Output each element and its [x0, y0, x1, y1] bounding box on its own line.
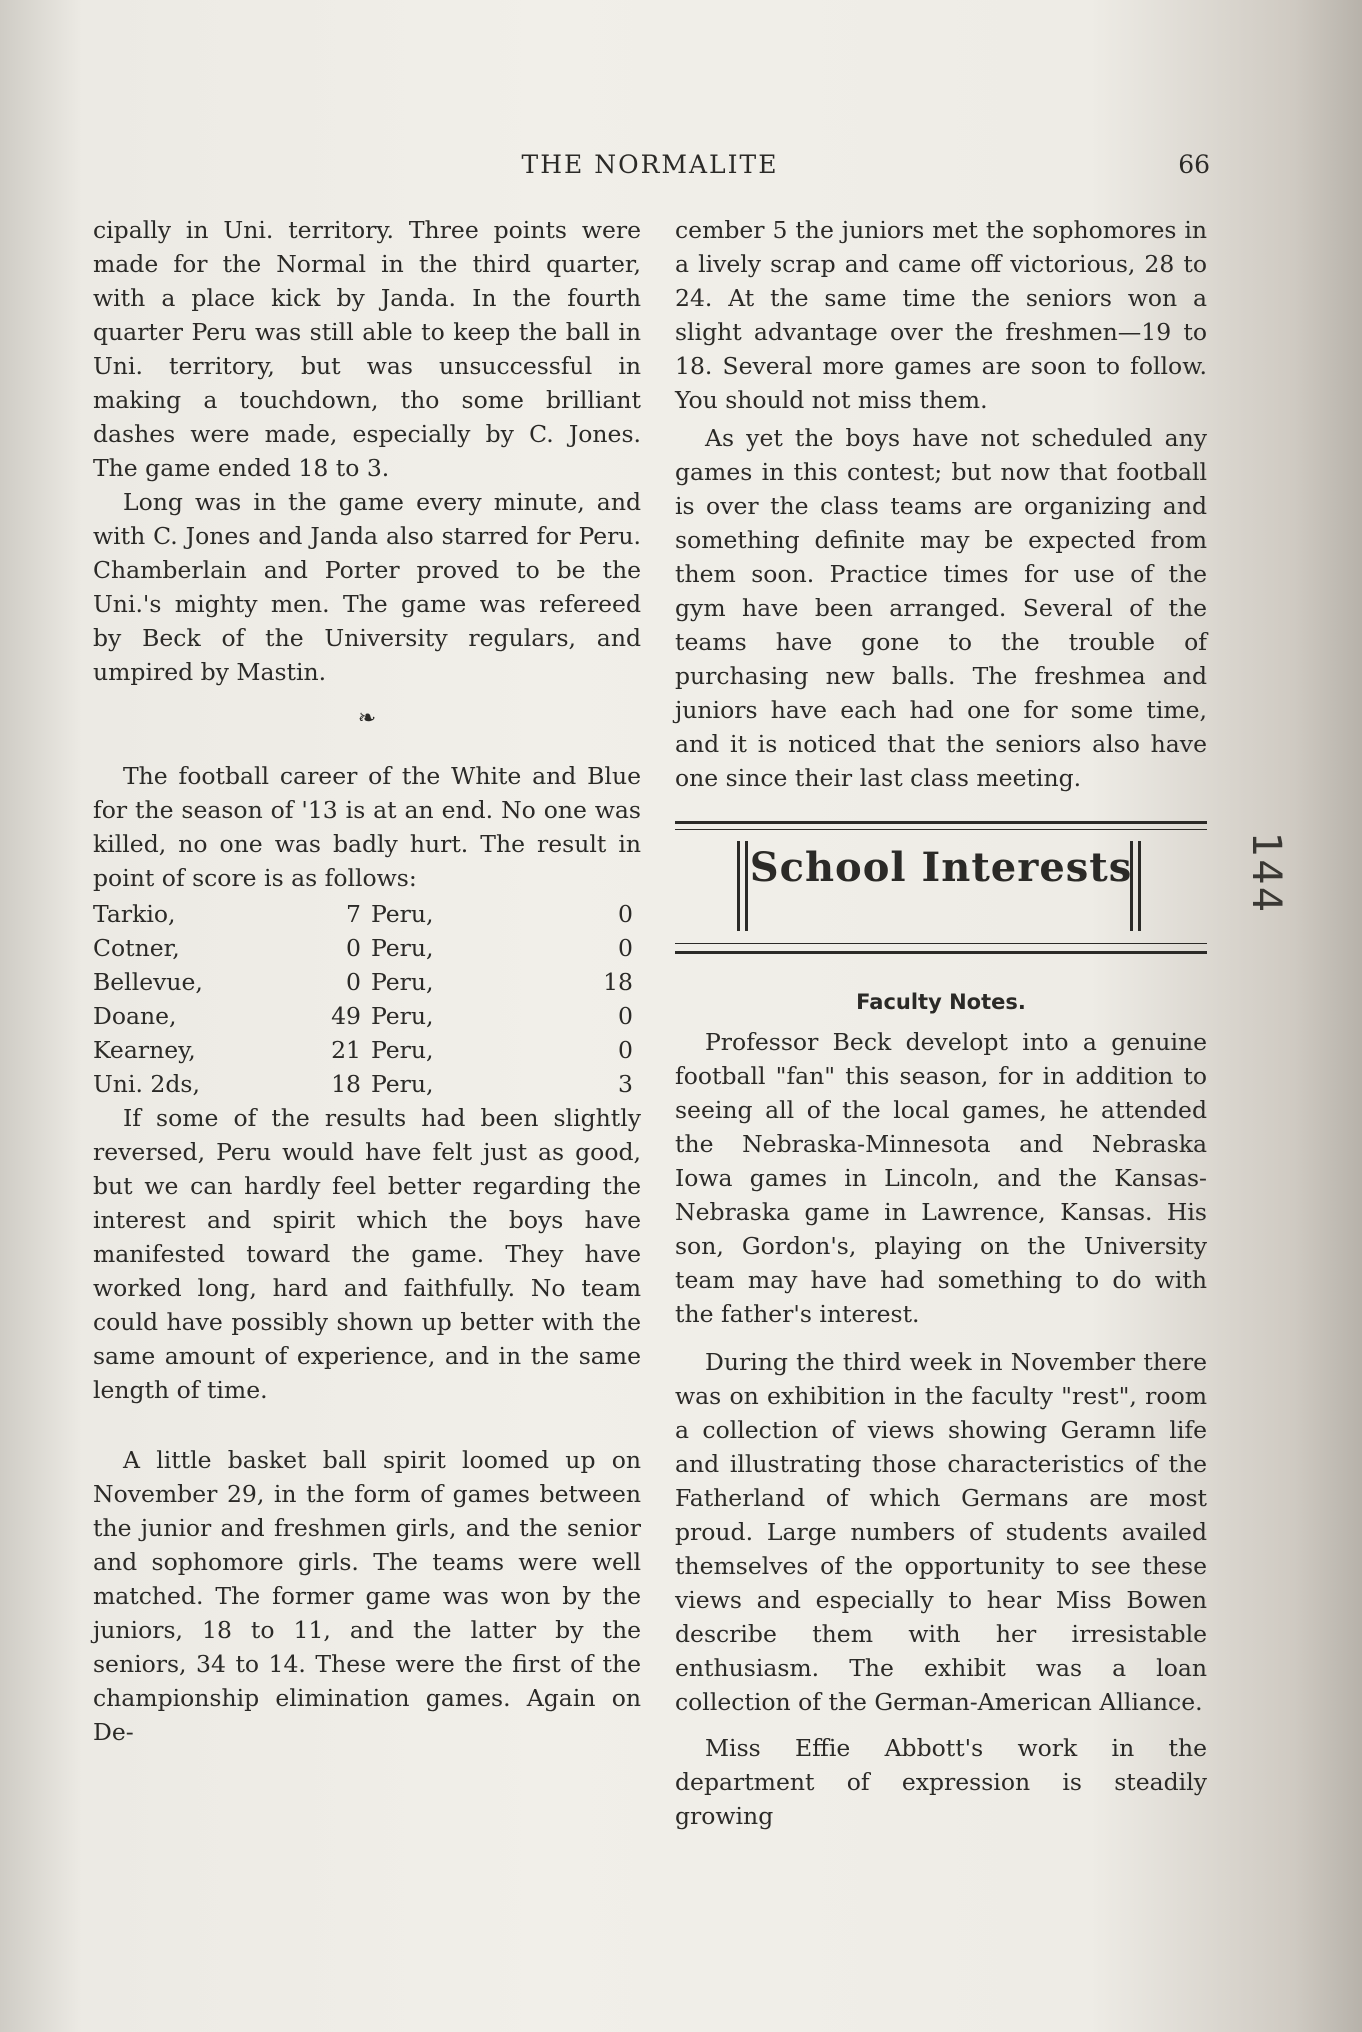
section-title: School Interests [749, 844, 1133, 891]
peru-label: Peru, [371, 1070, 434, 1098]
opponent-name: Bellevue, [93, 968, 203, 996]
paragraph-gap [675, 1719, 1207, 1731]
opponent-score: 7 [346, 900, 361, 928]
score-row [93, 1067, 641, 1101]
opponent-score: 0 [346, 968, 361, 996]
score-row [93, 1033, 641, 1067]
banner-rule-bottom-thin [675, 943, 1207, 944]
opponent-name: Kearney, [93, 1036, 196, 1064]
banner-rule-top [675, 821, 1207, 824]
peru-score: 0 [618, 1036, 633, 1064]
page-header [90, 150, 1210, 186]
handwritten-margin-note: 144 [1243, 831, 1290, 915]
peru-score: 3 [618, 1070, 633, 1098]
paragraph: A little basket ball spirit loomed up on November 29, in the form of games between the junior and freshmen girls, and the senior and sophomore girls. The teams were well matched. The former game was won by the juniors, 18 to 11, and the latter by the seniors, 34 to 14. These were the first of the championship elimination games. Again on De- [93, 1446, 641, 1746]
peru-label: Peru, [371, 1002, 434, 1030]
score-table [93, 897, 641, 1101]
paragraph-gap [675, 1331, 1207, 1345]
paragraph: The football career of the White and Blue for the season of '13 is at an end. No one was killed, no one was badly hurt. The result in point of score is as follows: [93, 762, 641, 892]
peru-score: 0 [618, 900, 633, 928]
left-column [93, 213, 641, 1749]
peru-label: Peru, [371, 900, 434, 928]
opponent-name: Uni. 2ds, [93, 1070, 200, 1098]
paragraph: Long was in the game every minute, and with C. Jones and Janda also starred for Peru. Chamberlain and Porter proved to be the Uni.'s mighty men. The game was refereed by Beck of the University regulars, and umpired by Mastin. [93, 488, 641, 686]
opponent-name: Cotner, [93, 934, 180, 962]
paragraph: As yet the boys have not scheduled any games in this contest; but now that football is over the class teams are organizing and something definite may be expected from them soon. Practice times for use of the gym have been arranged. Several of the teams have gone to the trouble of purchasing new balls. The freshmea and juniors have each had one for some time, and it is noticed that the seniors also have one since their last class meeting. [675, 424, 1207, 792]
paragraph-gap [93, 1407, 641, 1443]
opponent-score: 21 [331, 1036, 361, 1064]
opponent-score: 0 [346, 934, 361, 962]
score-row [93, 965, 641, 999]
page-number: 66 [1178, 150, 1210, 179]
banner-rule-top-thin [675, 829, 1207, 830]
peru-score: 0 [618, 1002, 633, 1030]
subheading: Faculty Notes. [856, 990, 1026, 1014]
score-row [93, 931, 641, 965]
banner-rule-bottom [675, 951, 1207, 954]
peru-label: Peru, [371, 934, 434, 962]
paragraph: cember 5 the juniors met the sophomores in a lively scrap and came off victorious, 28 to 24. At the same time the seniors won a slight advantage over the freshmen—19 to 18. Several more games are soon to follow. You should not miss them. [675, 216, 1207, 414]
opponent-score: 49 [331, 1002, 361, 1030]
opponent-name: Tarkio, [93, 900, 176, 928]
opponent-name: Doane, [93, 1002, 177, 1030]
peru-label: Peru, [371, 968, 434, 996]
section-ornament: ❧ [357, 706, 377, 731]
paragraph: If some of the results had been slightly reversed, Peru would have felt just as good, but we can hardly feel better regarding the interest and spirit which the boys have manifested toward the game. They have worked long, hard and faithfully. No team could have possibly shown up better with the same amount of experience, and in the same length of time. [93, 1104, 641, 1404]
score-row [93, 897, 641, 931]
peru-label: Peru, [371, 1036, 434, 1064]
section-banner [675, 817, 1207, 967]
peru-score: 18 [603, 968, 633, 996]
peru-score: 0 [618, 934, 633, 962]
paragraph: Miss Effie Abbott's work in the department of expression is steadily growing [675, 1734, 1207, 1830]
paragraph: cipally in Uni. territory. Three points were made for the Normal in the third quarter, with a place kick by Janda. In the fourth quarter Peru was still able to keep the ball in Uni. territory, but was unsuccessful in making a touchdown, tho some brilliant dashes were made, especially by C. Jones. The game ended 18 to 3. [93, 216, 641, 482]
right-column [675, 213, 1207, 1833]
paragraph: Professor Beck developt into a genuine football "fan" this season, for in addition to seeing all of the local games, he attended the Nebraska-Minnesota and Nebraska Iowa games in Lincoln, and the Kansas-Nebraska game in Lawrence, Kansas. His son, Gordon's, playing on the University team may have had something to do with the father's interest. [675, 1028, 1207, 1328]
paragraph: During the third week in November there was on exhibition in the faculty "rest", room a collection of views showing Geramn life and illustrating those characteristics of the Fatherland of which Germans are most proud. Large numbers of students availed themselves of the opportunity to see these views and especially to hear Miss Bowen describe them with her irresistable enthusiasm. The exhibit was a loan collection of the German-American Alliance. [675, 1348, 1207, 1716]
score-row [93, 999, 641, 1033]
opponent-score: 18 [331, 1070, 361, 1098]
running-title: THE NORMALITE [521, 150, 779, 179]
